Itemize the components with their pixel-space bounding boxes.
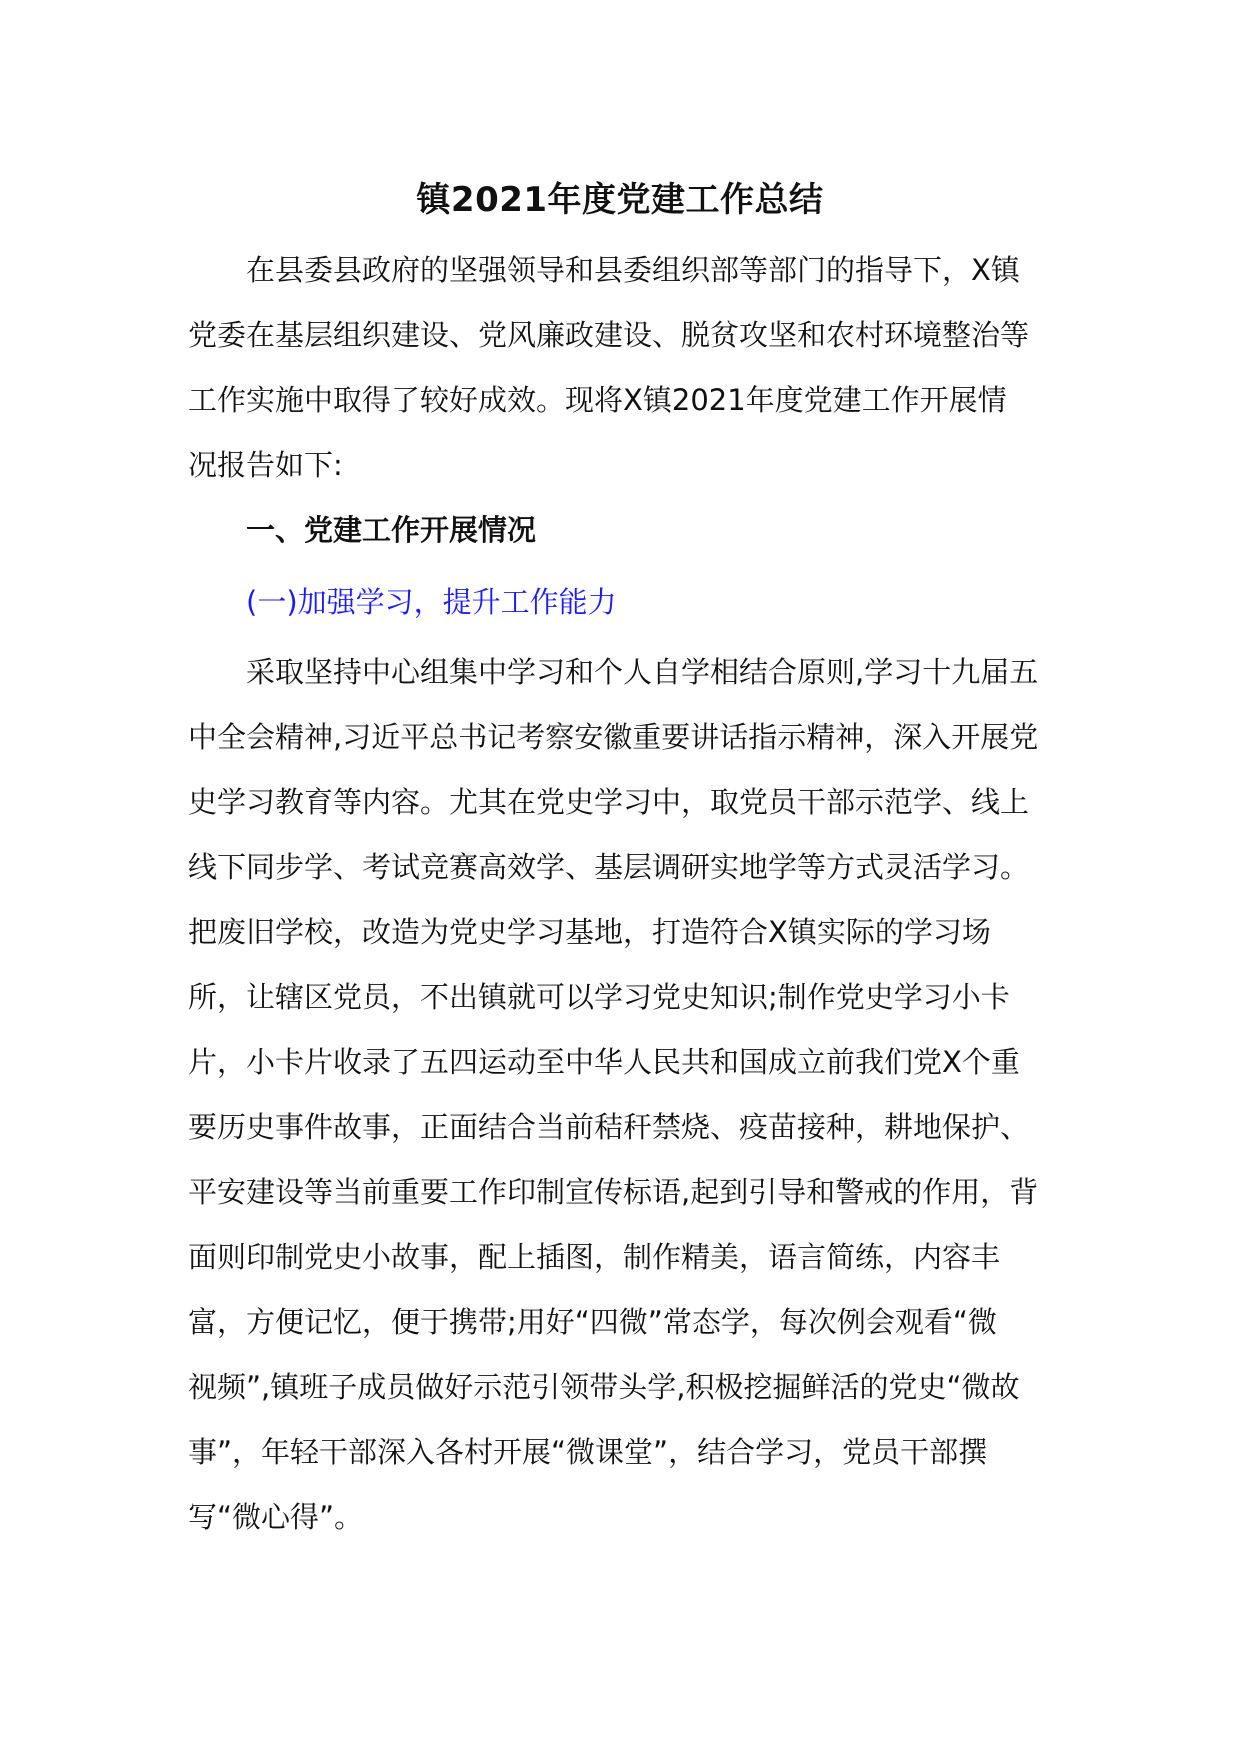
paragraph-line: 写“微心得”。 — [188, 1500, 364, 1534]
section-heading: 一、党建工作开展情况 — [246, 513, 537, 547]
paragraph-line: 况报告如下: — [188, 448, 343, 482]
paragraph-line: 采取坚持中心组集中学习和个人自学相结合原则,学习十九届五 — [246, 655, 1039, 689]
body-paragraph — [188, 640, 1068, 1550]
paragraph-line: 所，让辖区党员，不出镇就可以学习党史知识;制作党史学习小卡 — [188, 980, 1010, 1014]
paragraph-line: 在县委县政府的坚强领导和县委组织部等部门的指导下，X镇 — [246, 253, 1020, 287]
sub-heading: (一)加强学习，提升工作能力 — [246, 585, 617, 619]
paragraph-line: 中全会精神,习近平总书记考察安徽重要讲话指示精神，深入开展党 — [188, 720, 1039, 754]
paragraph-line: 片，小卡片收录了五四运动至中华人民共和国成立前我们党X个重 — [188, 1045, 1020, 1079]
paragraph-line: 事”，年轻干部深入各村开展“微课堂”，结合学习，党员干部撰 — [188, 1435, 988, 1469]
paragraph-line: 富，方便记忆，便于携带;用好“四微”常态学，每次例会观看“微 — [188, 1305, 997, 1339]
paragraph-line: 线下同步学、考试竞赛高效学、基层调研实地学等方式灵活学习。 — [188, 850, 1030, 884]
paragraph-line: 要历史事件故事，正面结合当前秸秆禁烧、疫苗接种，耕地保护、 — [188, 1110, 1030, 1144]
document-title: 镇2021年度党建工作总结 — [416, 180, 824, 220]
paragraph-line: 史学习教育等内容。尤其在党史学习中，取党员干部示范学、线上 — [188, 785, 1030, 819]
paragraph-line: 视频”,镇班子成员做好示范引领带头学,积极挖掘鲜活的党史“微故 — [188, 1370, 1020, 1404]
paragraph-line: 党委在基层组织建设、党风廉政建设、脱贫攻坚和农村环境整治等 — [188, 318, 1030, 352]
paragraph-line: 把废旧学校，改造为党史学习基地，打造符合X镇实际的学习场 — [188, 915, 991, 949]
paragraph-line: 工作实施中取得了较好成效。现将X镇2021年度党建工作开展情 — [188, 383, 1007, 417]
intro-paragraph — [188, 238, 1068, 498]
paragraph-line: 平安建设等当前重要工作印制宣传标语,起到引导和警戒的作用，背 — [188, 1175, 1039, 1209]
paragraph-line: 面则印制党史小故事，配上插图，制作精美，语言简练，内容丰 — [188, 1240, 1001, 1274]
